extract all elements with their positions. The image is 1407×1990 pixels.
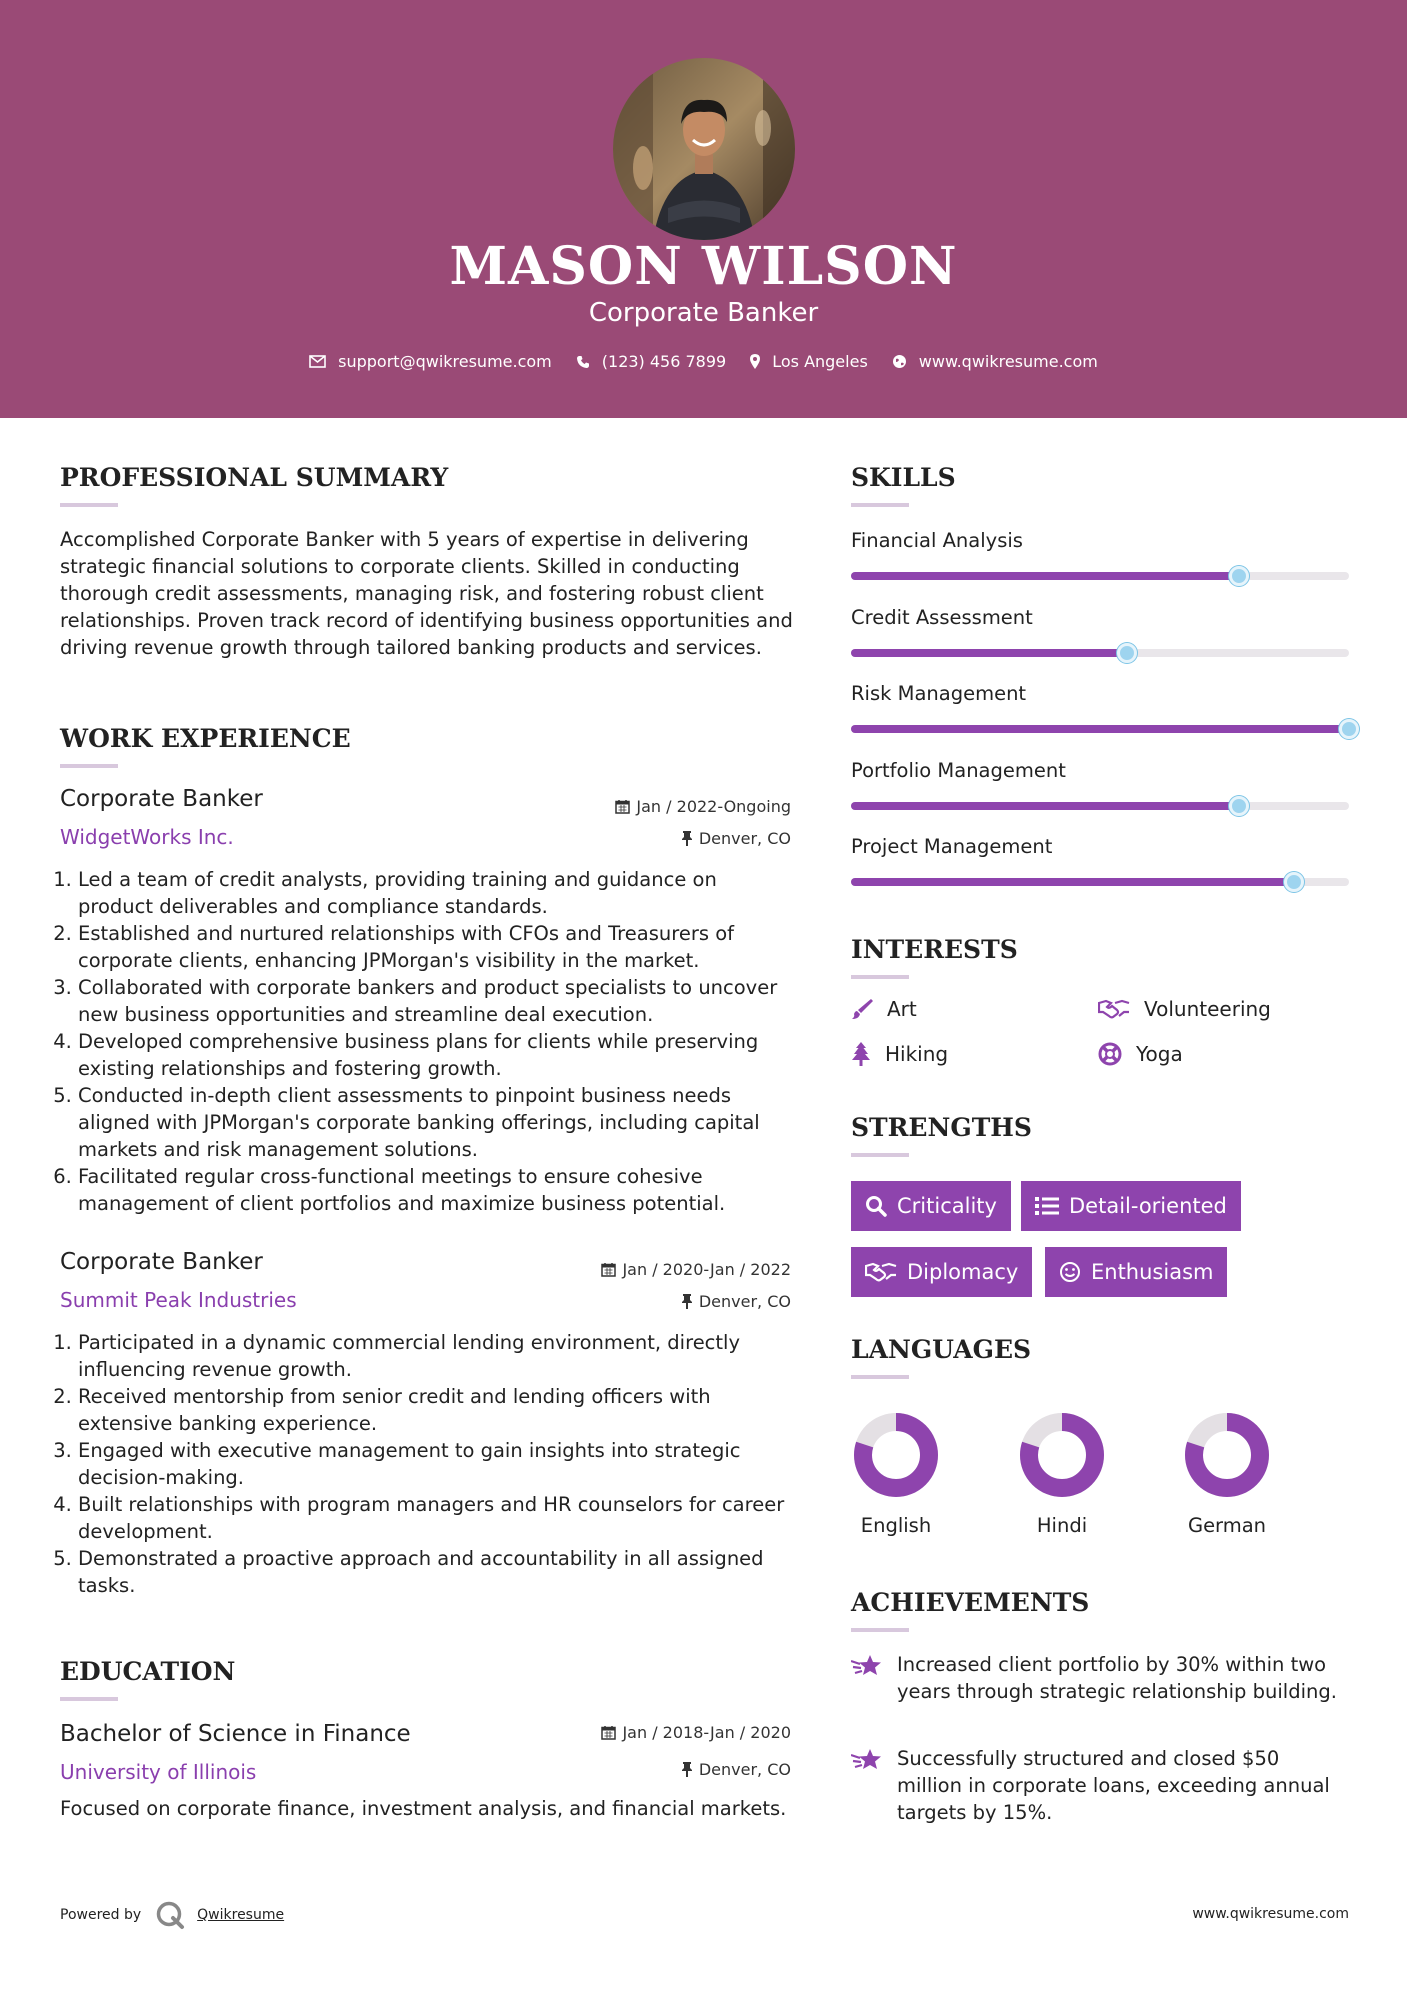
- strength-label: Detail-oriented: [1069, 1194, 1227, 1218]
- skill-bar-fill: [851, 878, 1294, 886]
- education-dates-text: Jan / 2018-Jan / 2020: [622, 1723, 791, 1742]
- job-title: Corporate Banker: [60, 786, 263, 812]
- footer-powered-by: [60, 1900, 284, 1930]
- experience-heading-underline: [60, 764, 118, 768]
- skill-level-knob: [1229, 796, 1249, 816]
- strength-label: Criticality: [897, 1194, 997, 1218]
- skill-name: Credit Assessment: [851, 605, 1033, 629]
- map-pin-icon: [750, 354, 760, 369]
- language-donut-chart: [1182, 1410, 1272, 1500]
- job-location: [681, 829, 791, 848]
- handshake-icon: [1098, 998, 1130, 1020]
- interests-heading: INTERESTS: [851, 935, 1018, 964]
- lifebuoy-icon: [1098, 1042, 1122, 1066]
- experience-heading: WORK EXPERIENCE: [60, 724, 351, 753]
- interest-label: Yoga: [1136, 1042, 1183, 1066]
- education-heading-underline: [60, 1697, 118, 1701]
- achievement-item: [851, 1745, 1337, 1826]
- qwikresume-logo-icon: [155, 1900, 185, 1930]
- education-degree: Bachelor of Science in Finance: [60, 1721, 411, 1747]
- language-item: [836, 1410, 956, 1537]
- strength-label: Diplomacy: [907, 1260, 1019, 1284]
- list-item: 5. Conducted in-depth client assessments to pinpoint business needs aligned with JPMorgan's corporate banking offerings, including capital markets and risk management solutions.: [78, 1082, 795, 1163]
- achievement-text: Successfully structured and closed $50 million in corporate loans, exceeding annual targets by 15%.: [897, 1747, 1330, 1824]
- candidate-title: Corporate Banker: [588, 298, 819, 328]
- skill-bar-track: [851, 649, 1349, 657]
- summary-heading-underline: [60, 503, 118, 507]
- contact-website-text: www.qwikresume.com: [918, 352, 1098, 371]
- skills-heading: SKILLS: [851, 463, 956, 492]
- list-item: 6. Facilitated regular cross-functional meetings to ensure cohesive management of client portfolios and maximize business potential.: [78, 1163, 795, 1217]
- list-item: 4. Developed comprehensive business plans for clients while preserving existing relationships and fostering growth.: [78, 1028, 795, 1082]
- interest-art: [851, 997, 917, 1021]
- summary-heading: PROFESSIONAL SUMMARY: [60, 463, 449, 492]
- languages-heading: LANGUAGES: [851, 1335, 1032, 1364]
- skill-level-knob: [1284, 872, 1304, 892]
- skill-level-knob: [1117, 643, 1137, 663]
- contact-phone-text: (123) 456 7899: [601, 352, 727, 371]
- pushpin-icon: [681, 831, 693, 846]
- tree-icon: [851, 1042, 871, 1066]
- calendar-icon: [601, 1262, 616, 1277]
- interest-label: Art: [887, 997, 917, 1021]
- education-location: [681, 1760, 791, 1779]
- job-location-text: Denver, CO: [698, 829, 791, 848]
- skill-bar-fill: [851, 572, 1239, 580]
- globe-icon: [892, 354, 907, 369]
- strengths-heading-underline: [851, 1153, 909, 1157]
- contact-location-text: Los Angeles: [772, 352, 868, 371]
- job-title: Corporate Banker: [60, 1249, 263, 1275]
- job-company: Summit Peak Industries: [60, 1288, 297, 1312]
- strength-badge-diplomacy: [851, 1247, 1032, 1297]
- job-dates-text: Jan / 2022-Ongoing: [636, 797, 791, 816]
- list-item: 3. Collaborated with corporate bankers and product specialists to uncover new business opportunities and streamline deal execution.: [78, 974, 795, 1028]
- qwikresume-link[interactable]: Qwikresume: [197, 1907, 285, 1923]
- list-item: 4. Built relationships with program managers and HR counselors for career development.: [78, 1491, 795, 1545]
- handshake-icon: [865, 1261, 897, 1283]
- interest-label: Volunteering: [1144, 997, 1271, 1021]
- skill-name: Project Management: [851, 835, 1053, 858]
- language-name: German: [1187, 1514, 1267, 1537]
- contact-website[interactable]: [892, 352, 1098, 371]
- list-item: 2. Established and nurtured relationships with CFOs and Treasurers of corporate clients, enhancing JPMorgan's visibility in the market.: [78, 920, 795, 974]
- paintbrush-icon: [851, 998, 873, 1020]
- achievement-text: Increased client portfolio by 30% within two years through strategic relationship building.: [897, 1653, 1337, 1703]
- job-company: WidgetWorks Inc.: [60, 825, 234, 849]
- job-dates: [601, 1260, 791, 1279]
- achievements-heading: ACHIEVEMENTS: [851, 1588, 1090, 1617]
- envelope-icon: [309, 355, 326, 368]
- contact-location: [750, 352, 868, 371]
- calendar-icon: [601, 1725, 616, 1740]
- interest-volunteering: [1098, 997, 1271, 1021]
- list-item: 1. Participated in a dynamic commercial lending environment, directly influencing revenue growth.: [78, 1329, 795, 1383]
- shooting-star-icon: [851, 1653, 883, 1679]
- education-heading: EDUCATION: [60, 1657, 236, 1686]
- contact-phone[interactable]: [576, 352, 726, 371]
- skill-bar-fill: [851, 725, 1349, 733]
- job-responsibilities: [60, 1329, 795, 1599]
- footer-website[interactable]: www.qwikresume.com: [1192, 1906, 1349, 1922]
- skill-bar-track: [851, 725, 1349, 733]
- strength-badge-criticality: [851, 1181, 1011, 1231]
- list-item: 5. Demonstrated a proactive approach and accountability in all assigned tasks.: [78, 1545, 795, 1599]
- list-item: 3. Engaged with executive management to gain insights into strategic decision-making.: [78, 1437, 795, 1491]
- interest-label: Hiking: [885, 1042, 949, 1066]
- job-dates-text: Jan / 2020-Jan / 2022: [622, 1260, 791, 1279]
- powered-by-text: Powered by: [60, 1907, 142, 1923]
- calendar-icon: [615, 799, 630, 814]
- education-description: Focused on corporate finance, investment analysis, and financial markets.: [60, 1797, 787, 1820]
- interests-heading-underline: [851, 975, 909, 979]
- skill-bar-fill: [851, 802, 1239, 810]
- strength-badge-enthusiasm: [1045, 1247, 1227, 1297]
- job-location-text: Denver, CO: [698, 1292, 791, 1311]
- phone-icon: [576, 355, 590, 369]
- education-dates: [601, 1723, 791, 1742]
- interest-yoga: [1098, 1042, 1183, 1066]
- list-item: 2. Received mentorship from senior credit and lending officers with extensive banking experience.: [78, 1383, 795, 1437]
- shooting-star-icon: [851, 1747, 883, 1773]
- summary-text: Accomplished Corporate Banker with 5 years of expertise in delivering strategic financial solutions to corporate clients. Skilled in conducting thorough credit assessments, managing risk, and fostering robust client relationships. Proven track record of identifying business opportunities and driving revenue growth through tailored banking products and services.: [60, 528, 793, 659]
- skills-heading-underline: [851, 503, 909, 507]
- list-item: 1. Led a team of credit analysts, providing training and guidance on product deliverables and compliance standards.: [78, 866, 795, 920]
- languages-heading-underline: [851, 1375, 909, 1379]
- skill-bar-fill: [851, 649, 1127, 657]
- language-donut-chart: [1017, 1410, 1107, 1500]
- language-donut-chart: [851, 1410, 941, 1500]
- achievements-heading-underline: [851, 1628, 909, 1632]
- skill-bar-track: [851, 572, 1349, 580]
- achievement-item: [851, 1651, 1337, 1705]
- language-item: [1167, 1410, 1287, 1537]
- skill-level-knob: [1229, 566, 1249, 586]
- contact-bar: [0, 352, 1407, 371]
- contact-email[interactable]: [309, 352, 552, 371]
- strength-badge-detail-oriented: [1021, 1181, 1241, 1231]
- skill-bar-track: [851, 878, 1349, 886]
- language-name: English: [860, 1514, 932, 1537]
- list-icon: [1035, 1196, 1059, 1216]
- skill-name: Portfolio Management: [851, 758, 1066, 782]
- smile-icon: [1059, 1261, 1081, 1283]
- resume-header: [0, 0, 1407, 418]
- pushpin-icon: [681, 1294, 693, 1309]
- skill-bar-track: [851, 802, 1349, 810]
- language-item: [1002, 1410, 1122, 1537]
- job-location: [681, 1292, 791, 1311]
- strengths-heading: STRENGTHS: [851, 1113, 1032, 1142]
- contact-email-text: support@qwikresume.com: [338, 352, 552, 371]
- job-responsibilities: [60, 866, 795, 1217]
- skill-name: Risk Management: [851, 682, 1027, 705]
- language-name: Hindi: [1036, 1514, 1088, 1537]
- profile-photo: [613, 58, 795, 240]
- skill-name: Financial Analysis: [851, 529, 1023, 552]
- education-school: University of Illinois: [60, 1760, 257, 1784]
- candidate-name: MASON WILSON: [449, 236, 958, 297]
- interest-hiking: [851, 1042, 948, 1066]
- search-icon: [865, 1195, 887, 1217]
- pushpin-icon: [681, 1762, 693, 1777]
- job-dates: [615, 797, 791, 816]
- strength-label: Enthusiasm: [1091, 1260, 1214, 1284]
- education-location-text: Denver, CO: [698, 1760, 791, 1779]
- skill-level-knob: [1339, 719, 1359, 739]
